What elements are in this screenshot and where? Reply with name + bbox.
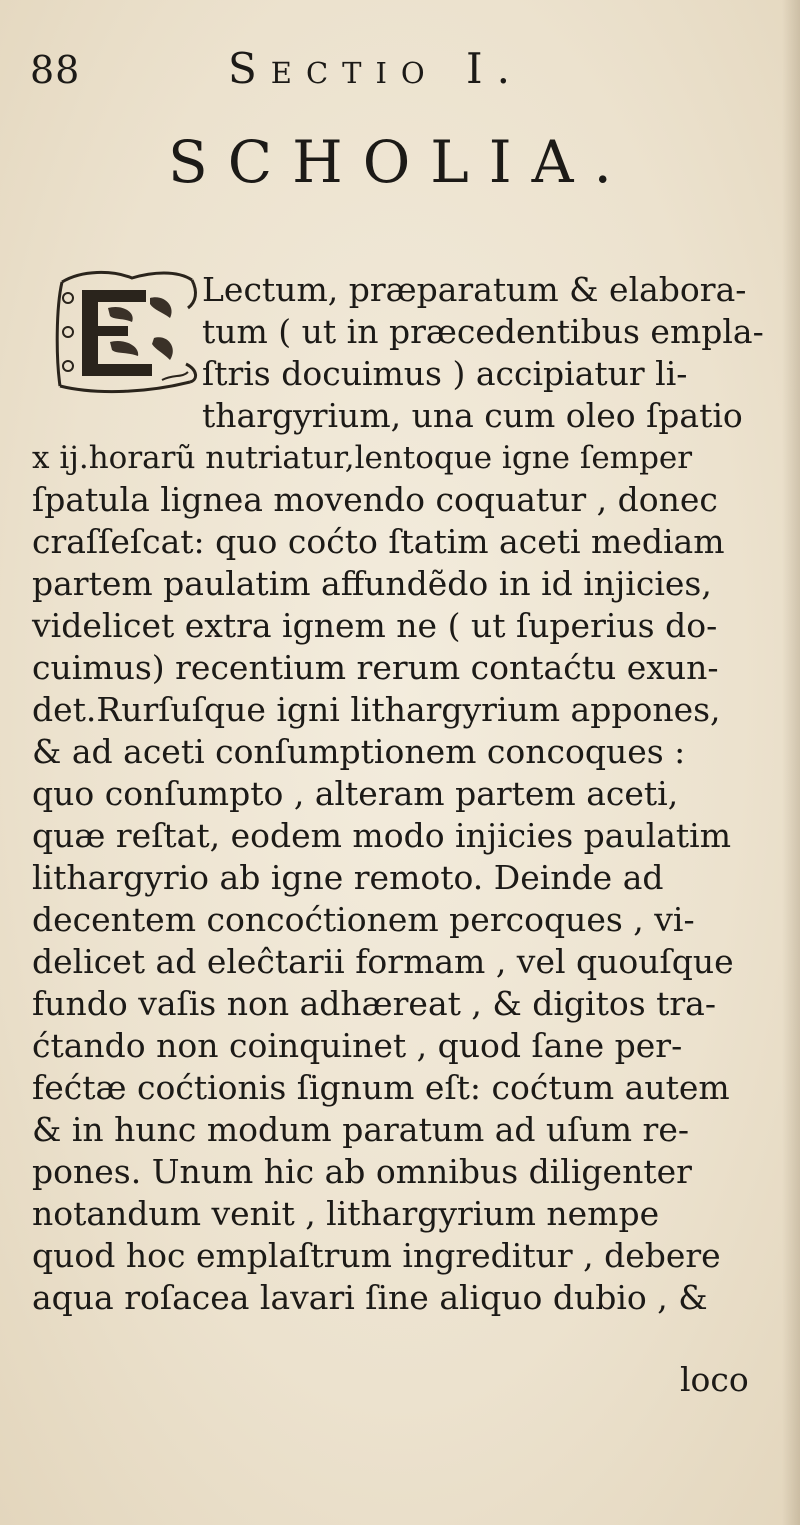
text-line: Lectum, præparatum & elabora- xyxy=(202,270,747,309)
text-line: notandum venit , lithargyrium nempe xyxy=(32,1194,660,1233)
decorated-initial-icon xyxy=(52,268,200,396)
text-line: decentem concoćtionem percoques , vi- xyxy=(32,900,695,939)
text-line: quo conſumpto , alteram partem aceti, xyxy=(32,774,679,813)
text-line: quæ reſtat, eodem modo injicies paulatim xyxy=(32,816,732,855)
section-title: SCHOLIA. xyxy=(168,128,632,196)
text-line: fundo vaſis non adhæreat , & digitos tra- xyxy=(32,984,716,1023)
text-line: videlicet extra ignem ne ( ut ſuperius do- xyxy=(32,606,718,645)
text-line: aqua roſacea lavari ſine aliquo dubio , & xyxy=(32,1278,708,1317)
text-line: & ad aceti conſumptionem concoques : xyxy=(32,732,686,771)
text-line: cuimus) recentium rerum contaćtu exun- xyxy=(32,648,719,687)
text-line: & in hunc modum paratum ad uſum re- xyxy=(32,1110,690,1149)
text-line: partem paulatim affundẽdo in id injicies, xyxy=(32,564,712,603)
text-line: fećtæ coćtionis ſignum eſt: coćtum autem xyxy=(32,1068,730,1107)
text-line: ćtando non coinquinet , quod ſane per- xyxy=(32,1026,683,1065)
text-line: x ij.horarũ nutriatur,lentoque igne ſemper xyxy=(32,440,693,476)
text-line: tum ( ut in præcedentibus empla- xyxy=(202,312,764,351)
text-line: delicet ad eleĉtarii formam , vel quouſque xyxy=(32,942,734,981)
page-header xyxy=(28,42,780,98)
text-line: craſſeſcat: quo coćto ſtatim aceti mediam xyxy=(32,522,725,561)
text-line: pones. Unum hic ab omnibus diligenter xyxy=(32,1152,692,1191)
text-line: lithargyrio ab igne remoto. Deinde ad xyxy=(32,858,664,897)
decorated-initial-e-icon xyxy=(52,268,200,396)
text-line: det.Rurſuſque igni lithargyrium appones, xyxy=(32,690,721,729)
page-edge-shadow xyxy=(782,0,800,1525)
running-head: Sectio I. xyxy=(228,44,524,93)
catchword: loco xyxy=(680,1360,749,1399)
text-line: quod hoc emplaſtrum ingreditur , debere xyxy=(32,1236,721,1275)
text-line: ſtris docuimus ) accipiatur li- xyxy=(202,354,688,393)
text-line: ſpatula lignea movendo coquatur , donec xyxy=(32,480,718,519)
text-line: thargyrium, una cum oleo ſpatio xyxy=(202,396,743,435)
page-number: 88 xyxy=(30,48,81,92)
